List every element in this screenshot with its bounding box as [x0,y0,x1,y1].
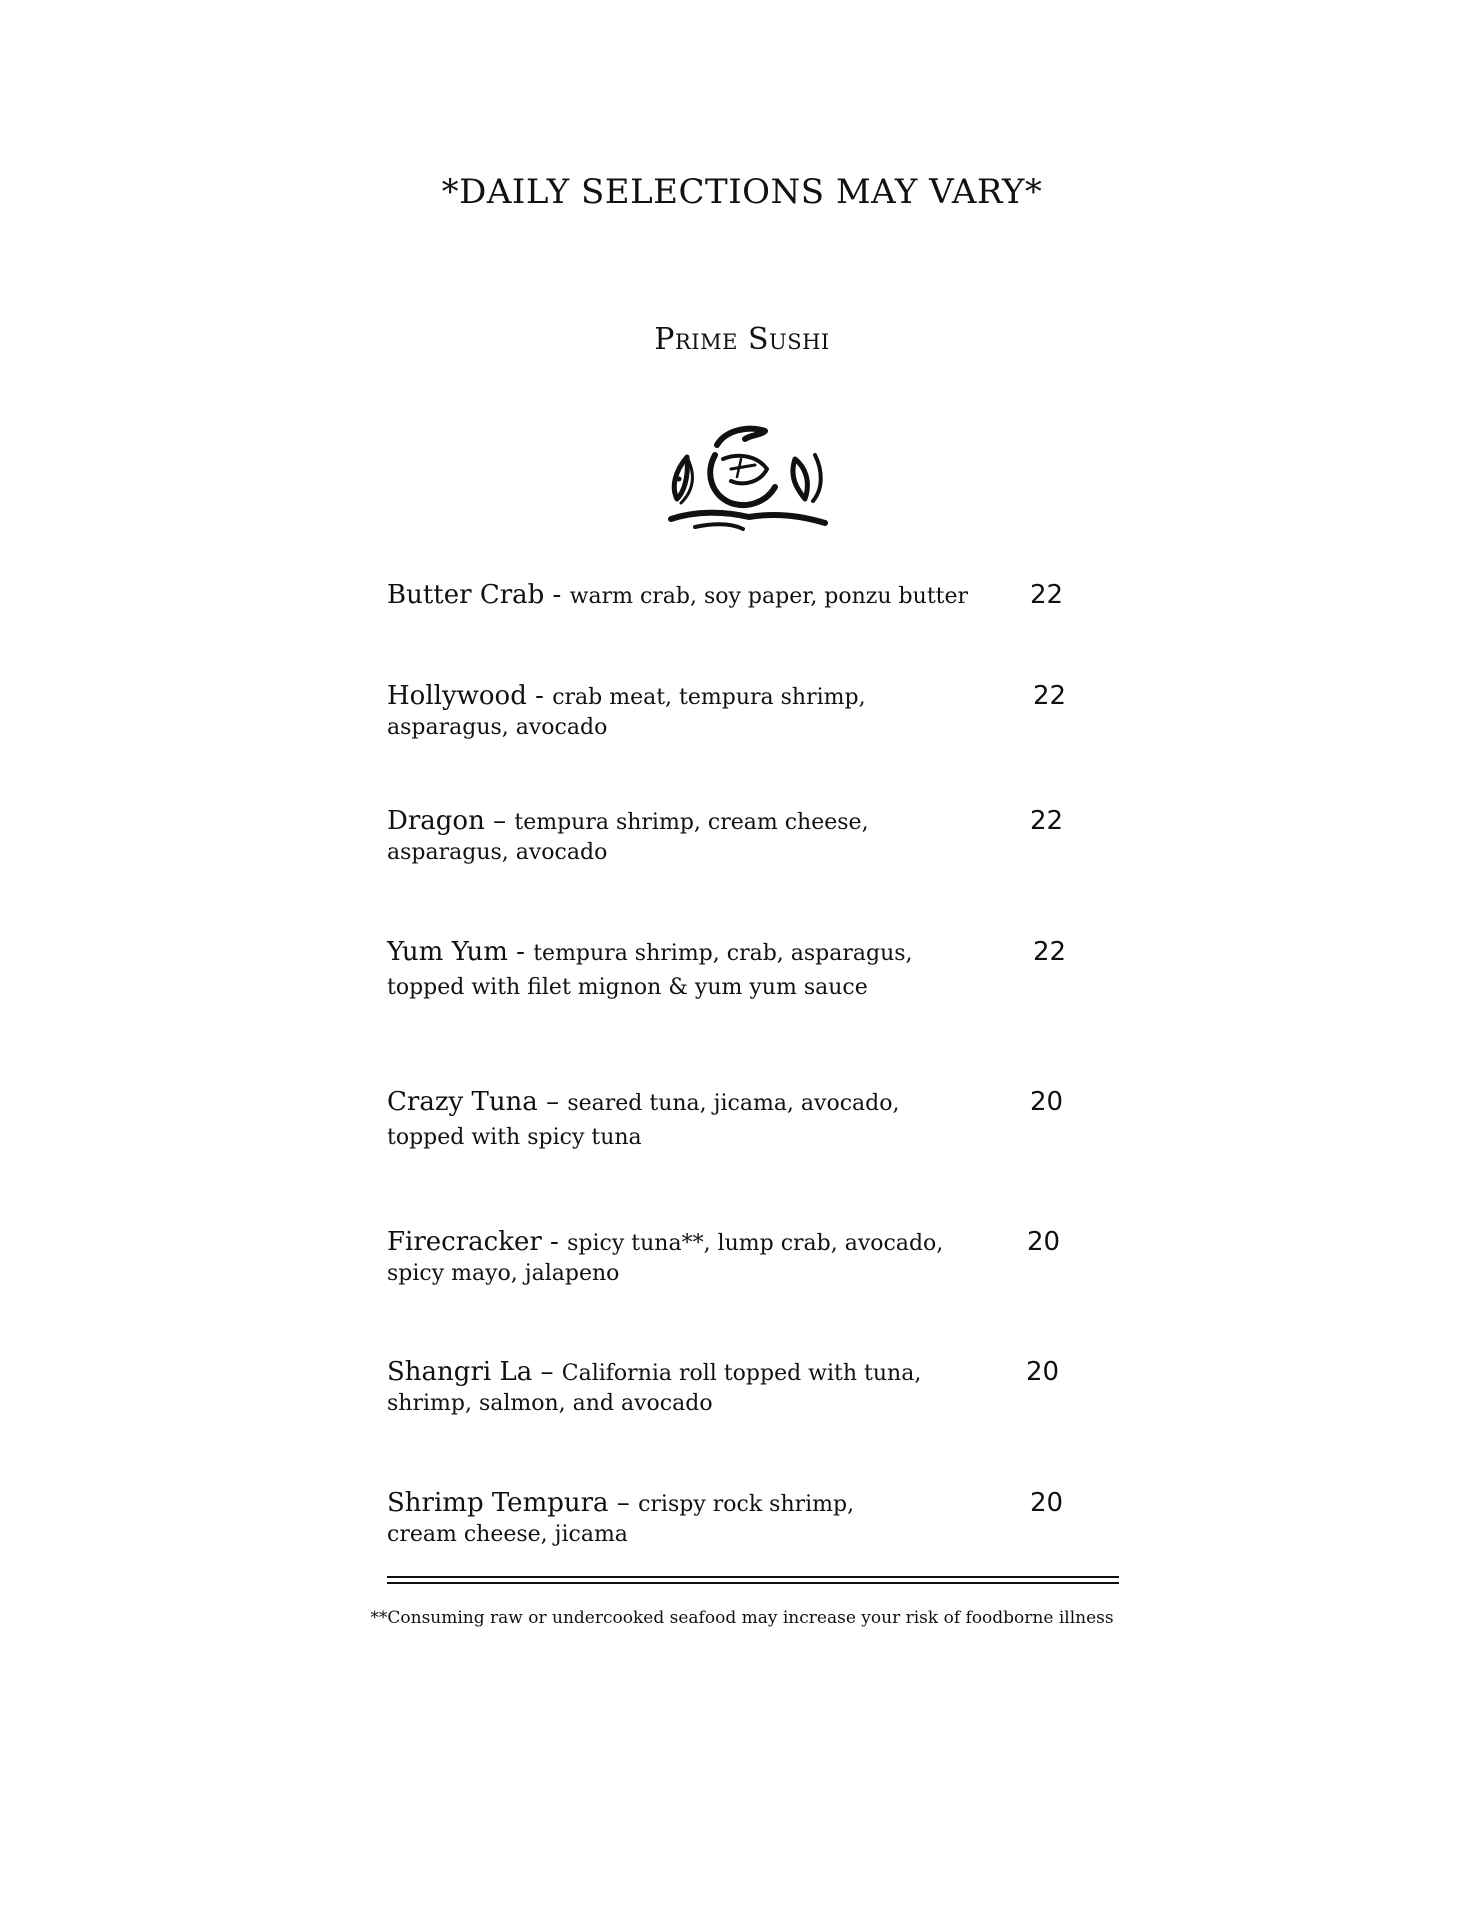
item-price: 20 [1030,1488,1064,1518]
item-description-continued: topped with filet mignon & yum yum sauce [387,975,868,1000]
item-price: 22 [1030,580,1064,610]
menu-item-dragon [387,806,1107,865]
item-description-continued: asparagus, avocado [387,715,608,740]
item-price: 20 [1026,1357,1060,1387]
item-dash: - [507,937,534,967]
menu-item-shangri-la [387,1357,1107,1416]
item-name: Hollywood [387,681,527,711]
item-name: Shangri La [387,1357,533,1387]
double-rule-divider [387,1576,1119,1584]
item-description-continued: spicy mayo, jalapeno [387,1261,620,1286]
item-dash: - [541,1227,568,1257]
menu-item-butter-crab [387,580,1107,610]
section-title: Prime Sushi [654,322,830,357]
item-description: warm crab, soy paper, ponzu butter [569,584,969,609]
item-price: 22 [1033,937,1067,967]
item-description: seared tuna, jicama, avocado, [567,1091,900,1116]
item-dash: - [526,681,553,711]
item-name: Firecracker [387,1227,542,1257]
item-description-continued: topped with spicy tuna [387,1125,642,1150]
item-price: 20 [1030,1087,1064,1117]
item-name: Dragon [387,806,485,836]
item-description: crispy rock shrimp, [638,1492,855,1517]
item-dash: - [544,580,570,610]
menu-item-yum-yum [387,937,1107,1000]
menu-item-crazy-tuna [387,1087,1107,1150]
menu-item-hollywood [387,681,1107,740]
item-description: crab meat, tempura shrimp, [552,685,866,710]
item-name: Crazy Tuna [387,1087,538,1117]
menu-item-shrimp-tempura [387,1488,1107,1547]
item-description: California roll topped with tuna, [561,1361,922,1386]
daily-selections-notice: *DAILY SELECTIONS MAY VARY* [441,172,1043,212]
item-name: Butter Crab [387,580,545,610]
item-dash: – [532,1357,562,1387]
item-dash: – [484,806,515,836]
item-name: Yum Yum [387,937,508,967]
item-dash: – [608,1488,639,1518]
item-price: 22 [1033,681,1067,711]
item-description-continued: cream cheese, jicama [387,1522,628,1547]
item-name: Shrimp Tempura [387,1488,609,1518]
menu-item-firecracker [387,1227,1107,1286]
item-price: 22 [1030,806,1064,836]
item-price: 20 [1027,1227,1061,1257]
item-description: tempura shrimp, cream cheese, [514,810,869,835]
item-description: spicy tuna**, lump crab, avocado, [567,1231,944,1256]
fish-brush-logo-icon [665,415,830,540]
footnote: **Consuming raw or undercooked seafood may increase your risk of foodborne illness [370,1608,1114,1628]
item-description: tempura shrimp, crab, asparagus, [533,941,913,966]
item-dash: – [537,1087,568,1117]
item-description-continued: asparagus, avocado [387,840,608,865]
item-description-continued: shrimp, salmon, and avocado [387,1391,713,1416]
